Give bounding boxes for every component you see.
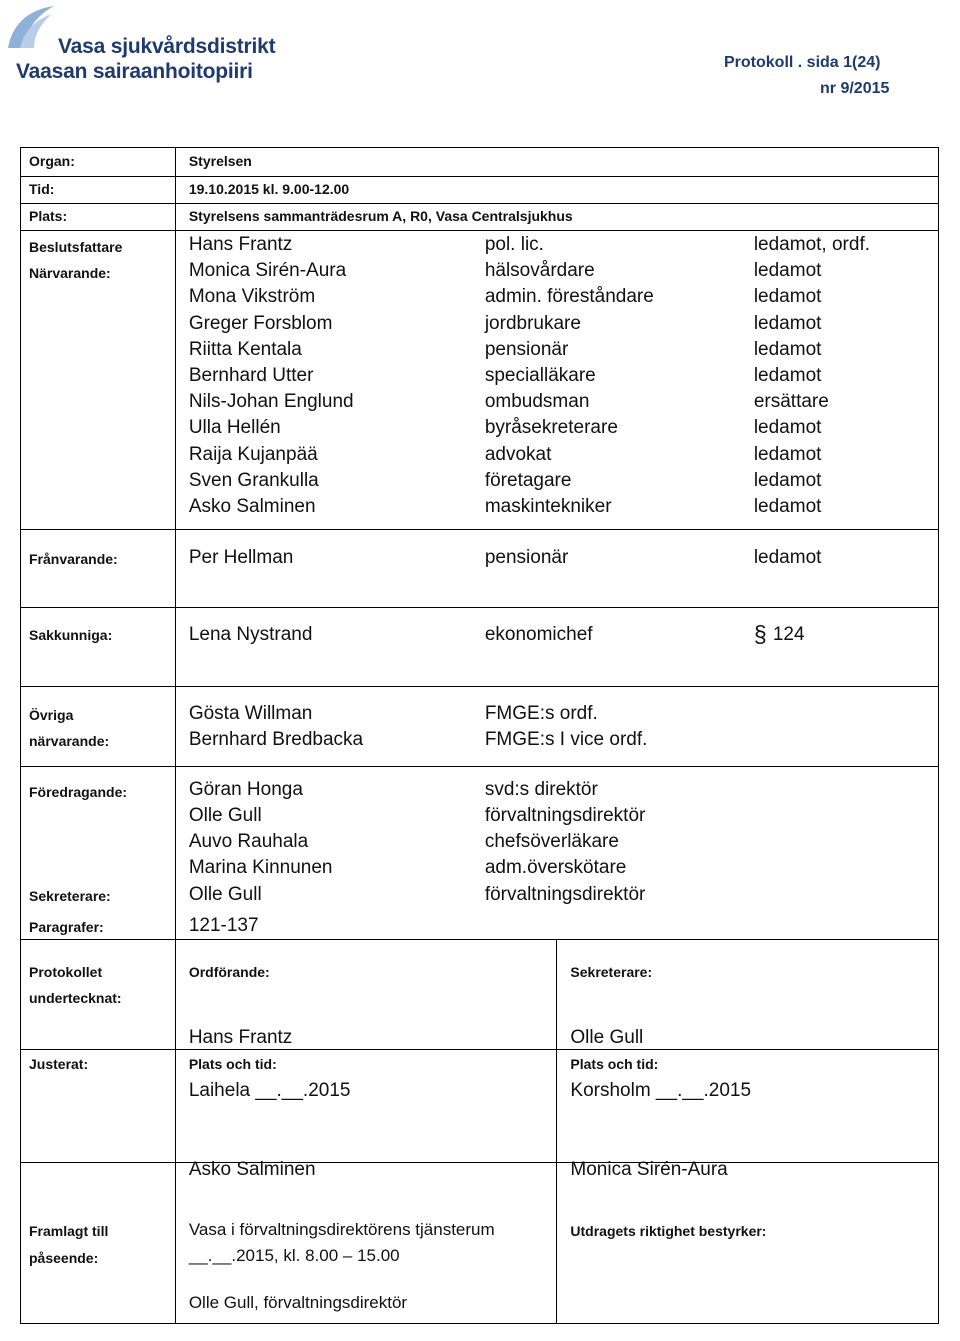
absent-name: Per Hellman xyxy=(188,547,294,568)
presenter-name-4: Marina Kinnunen xyxy=(188,857,333,878)
displayed-signer: Olle Gull, förvaltningsdirektör xyxy=(188,1293,408,1312)
member-name: Nils-Johan Englund xyxy=(188,391,354,413)
doc-number: nr 9/2015 xyxy=(820,80,890,97)
presenter-title-1: svd:s direktör xyxy=(484,779,598,800)
member-name: Monica Sirén-Aura xyxy=(188,260,347,282)
displayed-label-2: påseende: xyxy=(29,1250,99,1266)
verified-label: Justerat: xyxy=(29,1056,89,1072)
absent-role: ledamot xyxy=(753,547,822,568)
member-name: Riitta Kentala xyxy=(188,338,302,360)
member-title: ombudsman xyxy=(484,391,590,413)
presenter-title-2: förvaltningsdirektör xyxy=(484,805,646,826)
time-value: 19.10.2015 kl. 9.00-12.00 xyxy=(188,181,350,197)
presenter-title-3: chefsöverläkare xyxy=(484,831,619,852)
others-name-2: Bernhard Bredbacka xyxy=(188,729,364,750)
displayed-date: __.__.2015, kl. 8.00 – 15.00 xyxy=(188,1246,400,1265)
signed-label-2: undertecknat: xyxy=(29,990,122,1006)
member-name: Bernhard Utter xyxy=(188,365,314,386)
place-label: Plats: xyxy=(29,208,68,224)
member-role: ledamot xyxy=(753,286,822,308)
organ-value: Styrelsen xyxy=(188,153,252,169)
member-name: Sven Grankulla xyxy=(188,469,319,491)
doc-title: Protokoll . sida 1(24) xyxy=(724,54,881,71)
absent-label: Frånvarande: xyxy=(29,551,118,567)
member-title: företagare xyxy=(484,469,572,491)
member-role: ledamot xyxy=(753,312,822,334)
chair-label: Ordförande: xyxy=(188,964,270,980)
signed-secretary-name: Olle Gull xyxy=(570,1027,644,1048)
others-title-1: FMGE:s ordf. xyxy=(484,703,598,724)
experts-label: Sakkunniga: xyxy=(29,627,113,643)
organ-label: Organ: xyxy=(29,153,75,169)
member-name: Asko Salminen xyxy=(188,496,316,517)
member-name: Ulla Hellén xyxy=(188,417,281,439)
signed-label: Protokollet xyxy=(29,964,103,980)
paragraphs-label: Paragrafer: xyxy=(29,919,104,935)
presenter-title-4: adm.överskötare xyxy=(484,857,627,878)
member-title: advokat xyxy=(484,443,552,465)
displayed-label: Framlagt till xyxy=(29,1223,109,1239)
member-role: ledamot xyxy=(753,443,822,465)
member-name: Greger Forsblom xyxy=(188,312,333,334)
member-role: ledamot xyxy=(753,417,822,439)
others-label: Övriga xyxy=(29,707,74,723)
presenter-name-2: Olle Gull xyxy=(188,805,262,826)
presenters-label: Föredragande: xyxy=(29,784,128,800)
presenter-name-1: Göran Honga xyxy=(188,779,303,800)
member-role: ledamot xyxy=(753,365,822,386)
member-role: ledamot xyxy=(753,260,822,282)
member-role: ledamot xyxy=(753,338,822,360)
present-label: Närvarande: xyxy=(29,265,111,281)
verified-right-label: Plats och tid: xyxy=(570,1056,659,1072)
chair-name: Hans Frantz xyxy=(188,1027,293,1048)
members-list xyxy=(176,231,938,529)
member-title: specialläkare xyxy=(484,365,596,386)
org-name-swedish: Vasa sjukvårdsdistrikt xyxy=(58,35,276,58)
verified-right-value: Korsholm __.__.2015 xyxy=(570,1080,752,1101)
member-title: hälsovårdare xyxy=(484,260,595,282)
member-title: admin. föreståndare xyxy=(484,286,654,308)
section-sign-icon: § xyxy=(753,621,767,647)
member-role: ersättare xyxy=(753,391,829,413)
logo-wing-icon xyxy=(6,4,58,50)
protocol-table xyxy=(20,147,939,1324)
certify-label: Utdragets riktighet bestyrker: xyxy=(570,1223,767,1239)
presenter-name-3: Auvo Rauhala xyxy=(188,831,309,852)
verified-left-label: Plats och tid: xyxy=(188,1056,277,1072)
others-title-2: FMGE:s I vice ordf. xyxy=(484,729,648,750)
others-label-2: närvarande: xyxy=(29,733,110,749)
secretary-title: förvaltningsdirektör xyxy=(484,884,646,905)
org-name-finnish: Vaasan sairaanhoitopiiri xyxy=(16,60,253,83)
verified-left-value: Laihela __.__.2015 xyxy=(188,1080,351,1101)
verified-right-name: Monica Sirén-Aura xyxy=(570,1159,728,1180)
place-value: Styrelsens sammanträdesrum A, R0, Vasa Centralsjukhus xyxy=(188,208,573,224)
others-name-1: Gösta Willman xyxy=(188,703,313,724)
member-title: pensionär xyxy=(484,338,569,360)
time-label: Tid: xyxy=(29,181,55,197)
expert-title: ekonomichef xyxy=(484,624,593,645)
displayed-place: Vasa i förvaltningsdirektörens tjänsterum xyxy=(188,1220,495,1239)
paragraphs-value: 121-137 xyxy=(188,915,259,936)
member-name: Hans Frantz xyxy=(188,234,293,255)
verified-left-name: Asko Salminen xyxy=(188,1159,316,1180)
member-title: jordbrukare xyxy=(484,312,581,334)
member-role: ledamot, ordf. xyxy=(753,234,870,255)
member-title: maskintekniker xyxy=(484,496,612,517)
secretary-label: Sekreterare: xyxy=(29,888,111,904)
member-name: Mona Vikström xyxy=(188,286,316,308)
member-title: byråsekreterare xyxy=(484,417,618,439)
logo xyxy=(6,4,58,50)
member-title: pol. lic. xyxy=(484,234,544,255)
absent-title: pensionär xyxy=(484,547,569,568)
member-role: ledamot xyxy=(753,496,822,517)
member-role: ledamot xyxy=(753,469,822,491)
decision-makers-label: Beslutsfattare xyxy=(29,239,123,255)
signed-secretary-label: Sekreterare: xyxy=(570,964,653,980)
secretary-name: Olle Gull xyxy=(188,884,262,905)
expert-name: Lena Nystrand xyxy=(188,624,313,645)
member-name: Raija Kujanpää xyxy=(188,443,318,465)
expert-section: 124 xyxy=(772,624,805,645)
